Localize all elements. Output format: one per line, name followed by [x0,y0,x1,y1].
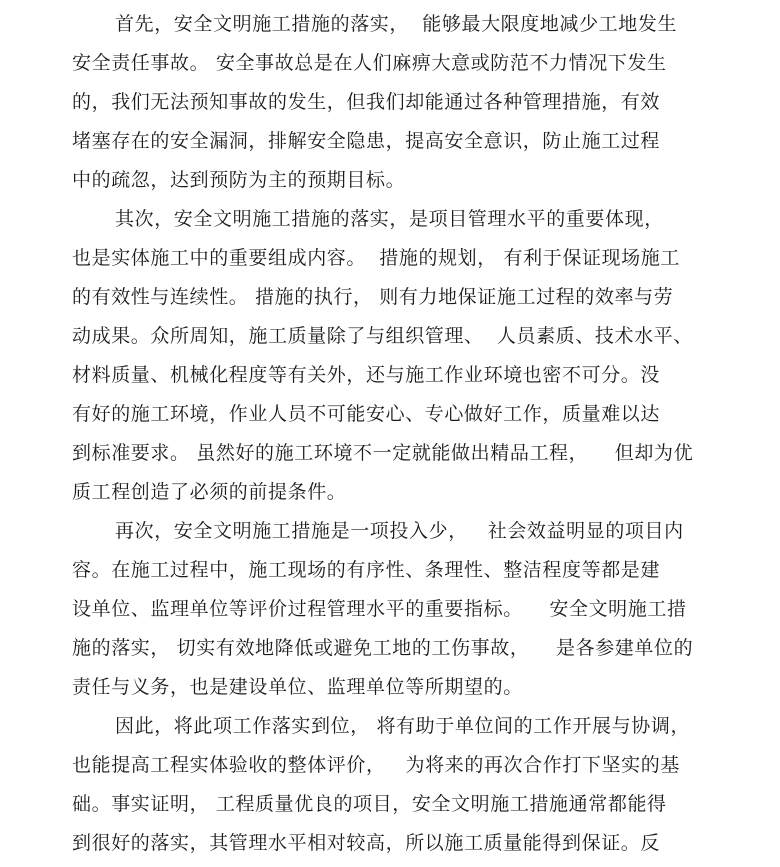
paragraph-1-line-3: 的，我们无法预知事故的发生，但我们却能通过各种管理措施，有效 [72,91,661,113]
paragraph-2-line-1: 其次，安全文明施工措施的落实，是项目管理水平的重要体现， [115,208,664,230]
paragraph-2-line-5: 材料质量、机械化程度等有关外，还与施工作业环境也密不可分。没 [72,364,661,386]
paragraph-1-line-1: 首先，安全文明施工措施的落实， 能够最大限度地减少工地发生 [115,13,678,35]
paragraph-2-line-4: 动成果。众所周知，施工质量除了与组织管理、 人员素质、技术水平、 [72,325,693,347]
paragraph-3-line-1: 再次，安全文明施工措施是一项投入少， 社会效益明显的项目内 [115,520,684,542]
paragraph-4-line-2: 也能提高工程实体验收的整体评价， 为将来的再次合作打下坚实的基 [72,754,680,776]
paragraph-3-line-3: 设单位、监理单位等评价过程管理水平的重要指标。 安全文明施工措 [72,598,687,620]
paragraph-2-line-3: 的有效性与连续性。 措施的执行， 则有力地保证施工过程的效率与劳 [72,286,674,308]
paragraph-1-line-2: 安全责任事故。 安全事故总是在人们麻痹大意或防范不力情况下发生 [72,52,667,74]
paragraph-3-line-5: 责任与义务，也是建设单位、监理单位等所期望的。 [72,676,523,698]
paragraph-4-line-3: 础。事实证明， 工程质量优良的项目，安全文明施工措施通常都能得 [72,793,667,815]
paragraph-3-line-2: 容。在施工过程中，施工现场的有序性、条理性、整洁程度等都是建 [72,559,661,581]
paragraph-2-line-8: 质工程创造了必须的前提条件。 [72,481,347,503]
paragraph-2-line-2: 也是实体施工中的重要组成内容。 措施的规划， 有利于保证现场施工 [72,247,680,269]
paragraph-1-line-4: 堵塞存在的安全漏洞，排解安全隐患，提高安全意识，防止施工过程 [72,130,661,152]
paragraph-4-line-1: 因此，将此项工作落实到位， 将有助于单位间的工作开展与协调， [115,715,691,737]
paragraph-4-line-4: 到很好的落实，其管理水平相对较高，所以施工质量能得到保证。反 [72,832,661,854]
paragraph-2-line-6: 有好的施工环境，作业人员不可能安心、专心做好工作，质量难以达 [72,403,661,425]
paragraph-3-line-4: 施的落实， 切实有效地降低或避免工地的工伤事故， 是各参建单位的 [72,637,694,659]
paragraph-1-line-5: 中的疏忽，达到预防为主的预期目标。 [72,169,406,191]
paragraph-2-line-7: 到标准要求。 虽然好的施工环境不一定就能做出精品工程， 但却为优 [72,442,694,464]
